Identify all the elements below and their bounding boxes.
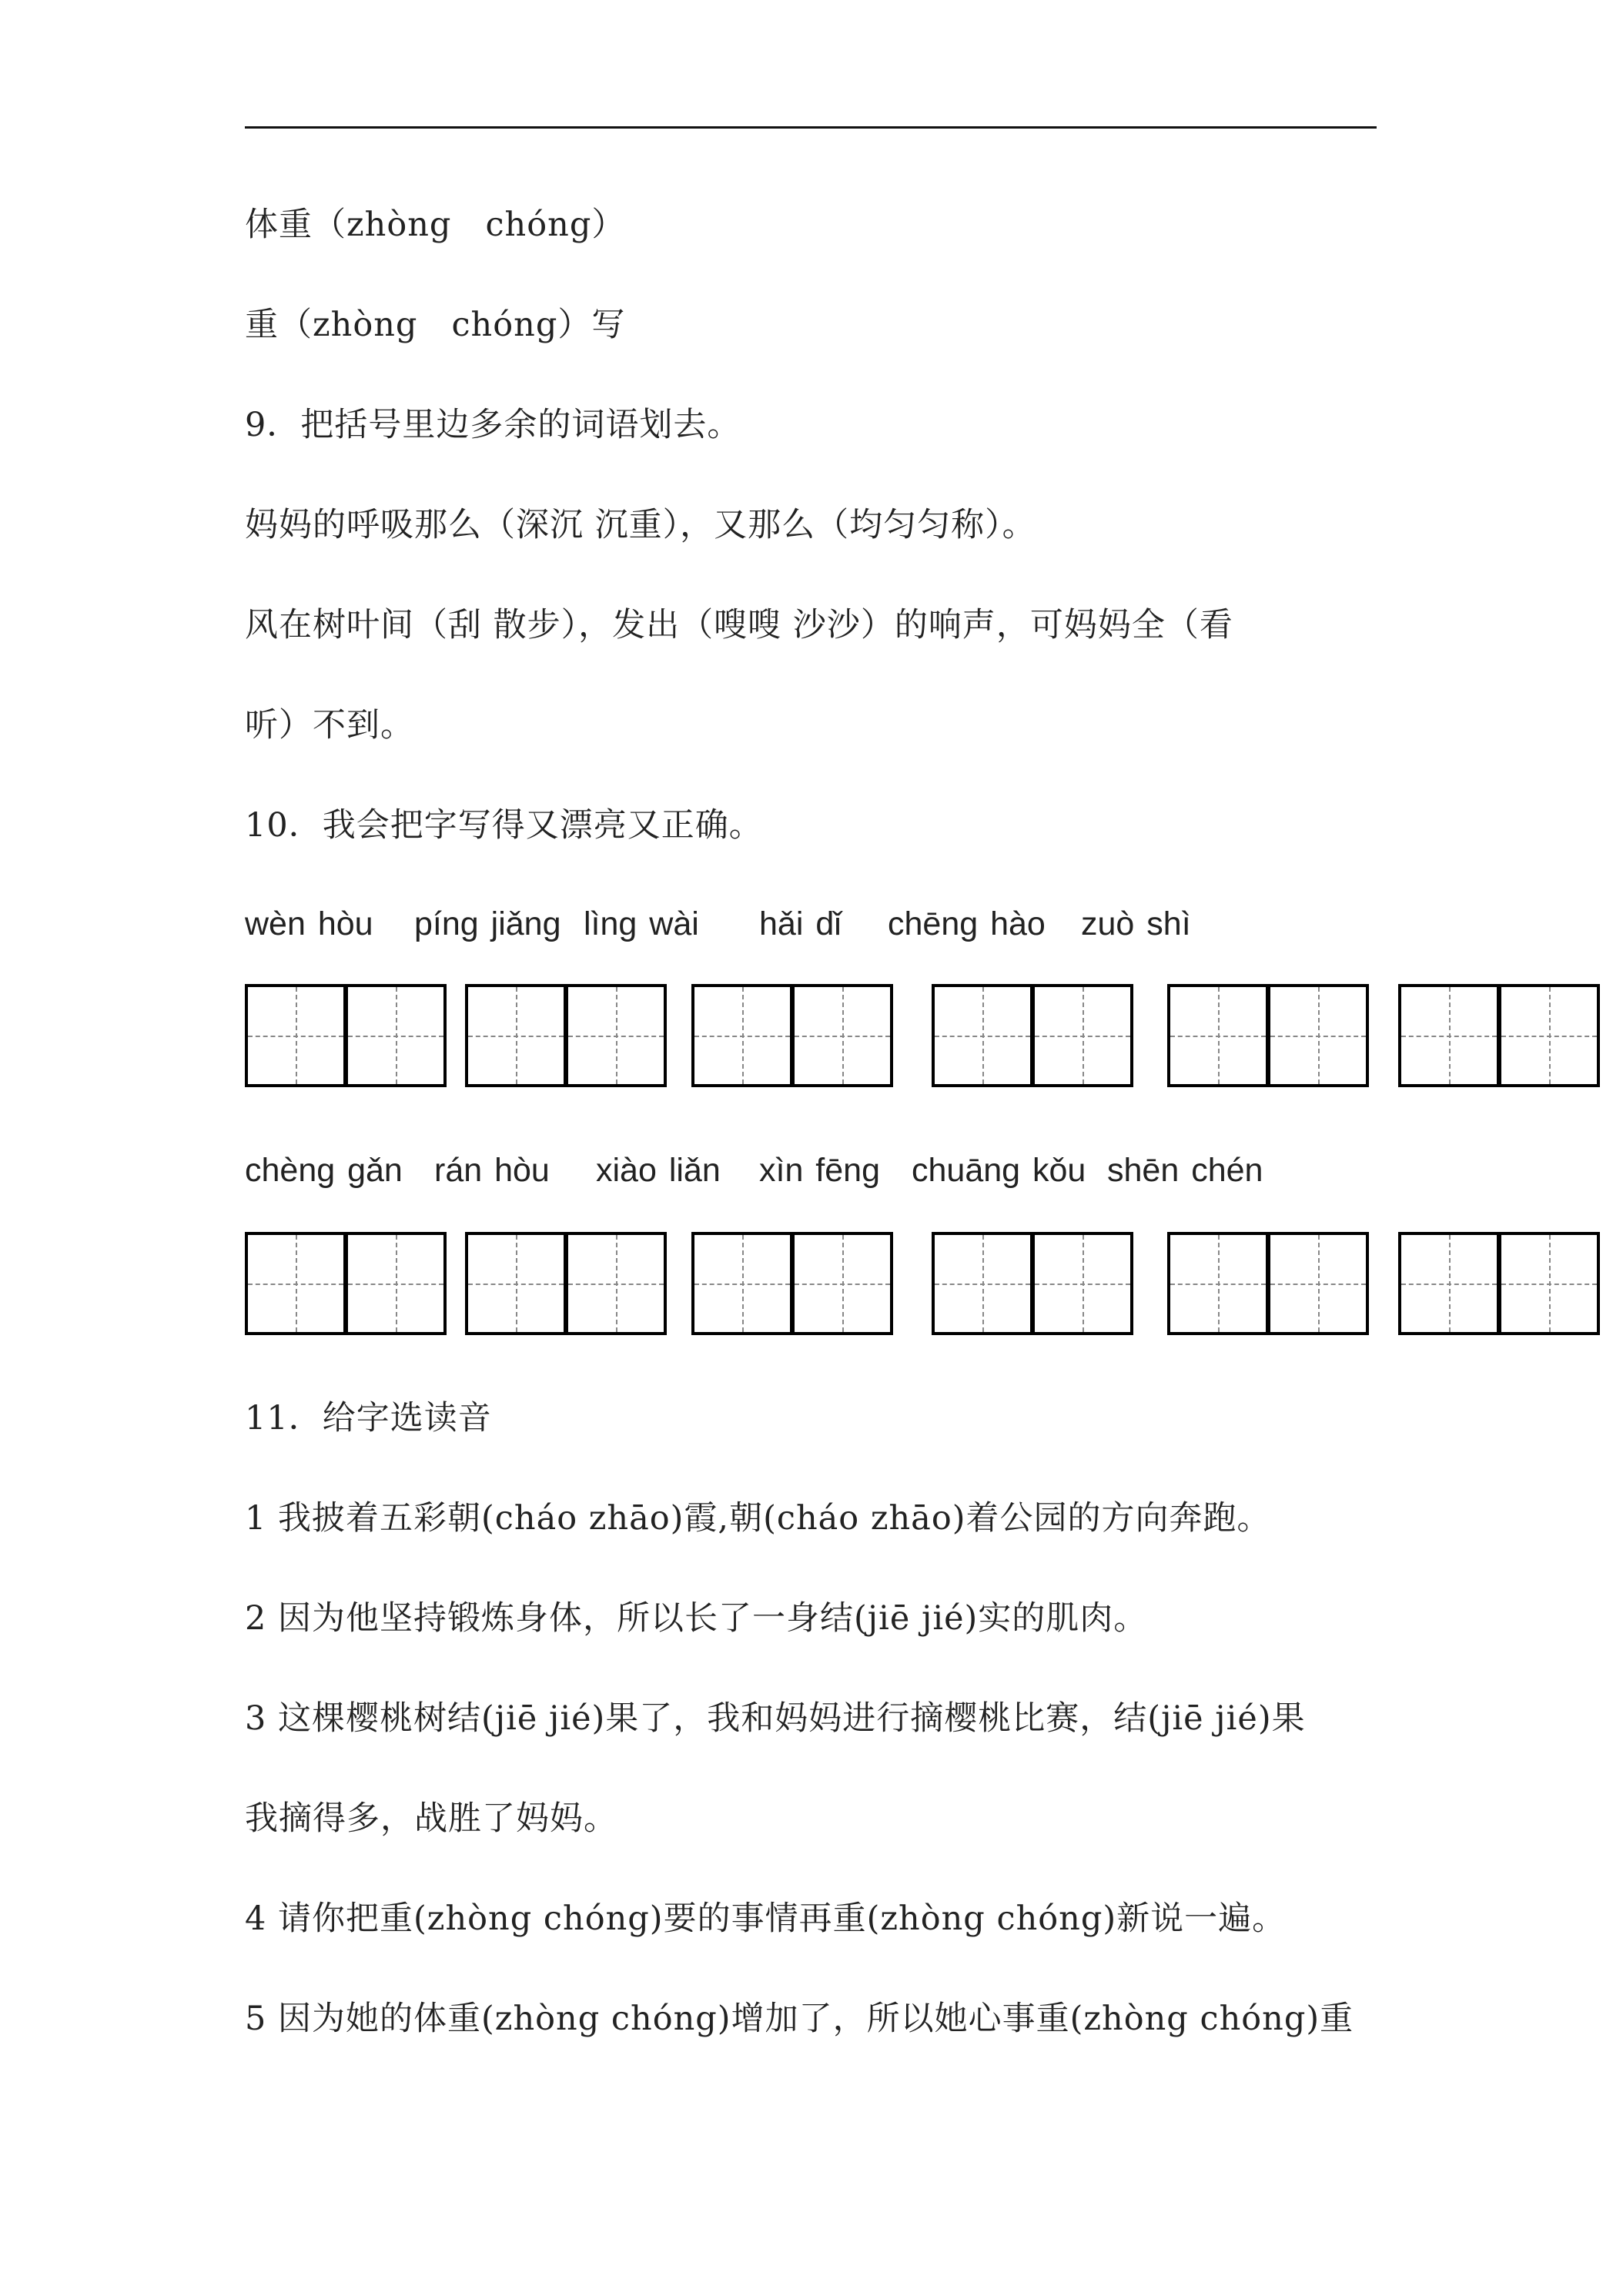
pinyin-word: shēn chén — [1107, 1152, 1263, 1189]
writing-box[interactable] — [1398, 1232, 1600, 1335]
writing-box[interactable] — [691, 984, 893, 1087]
pinyin-word: lìng wài — [584, 905, 699, 942]
text-line: 风在树叶间（刮 散步），发出（嗖嗖 沙沙）的响声，可妈妈全（看 — [245, 606, 1233, 644]
writing-box[interactable] — [465, 984, 667, 1087]
writing-box[interactable] — [932, 984, 1133, 1087]
q11-item: 5 因为她的体重(zhòng chóng)增加了，所以她心事重(zhòng chóng)重 — [245, 2000, 1354, 2038]
writing-box[interactable] — [932, 1232, 1133, 1335]
pinyin-word: wèn hòu — [245, 905, 373, 942]
q11-item: 3 这棵樱桃树结(jiē jié)果了，我和妈妈进行摘樱桃比赛，结(jiē jié)果 — [245, 1699, 1306, 1738]
q11-item: 2 因为他坚持锻炼身体，所以长了一身结(jiē jié)实的肌肉。 — [245, 1599, 1148, 1638]
pinyin-word: chēng hào — [888, 905, 1046, 942]
q11-item: 1 我披着五彩朝(cháo zhāo)霞,朝(cháo zhāo)着公园的方向奔跑。 — [245, 1499, 1271, 1538]
pinyin-word: chuāng kǒu — [912, 1152, 1086, 1189]
header-rule — [245, 126, 1377, 129]
writing-box[interactable] — [691, 1232, 893, 1335]
writing-box[interactable] — [465, 1232, 667, 1335]
writing-box[interactable] — [245, 984, 447, 1087]
writing-box[interactable] — [1167, 984, 1369, 1087]
writing-box[interactable] — [1167, 1232, 1369, 1335]
pinyin-word: xiào liǎn — [596, 1152, 721, 1189]
pinyin-word: xìn fēng — [759, 1152, 880, 1189]
writing-box[interactable] — [245, 1232, 447, 1335]
pinyin-word: píng jiǎng — [414, 905, 561, 942]
question-9-title: 9．把括号里边多余的词语划去。 — [245, 406, 741, 444]
pinyin-word: zuò shì — [1081, 905, 1191, 942]
pinyin-word: chèng gǎn — [245, 1152, 403, 1189]
q11-item-continued: 我摘得多，战胜了妈妈。 — [245, 1799, 617, 1838]
pinyin-word: rán hòu — [434, 1152, 550, 1189]
pinyin-word: hǎi dǐ — [759, 905, 842, 942]
writing-grid-row-2 — [245, 1232, 1623, 1340]
q11-item: 4 请你把重(zhòng chóng)要的事情再重(zhòng chóng)新说一遍。 — [245, 1899, 1287, 1938]
text-line: 重（zhòng chóng）写 — [245, 306, 626, 344]
question-10-title: 10．我会把字写得又漂亮又正确。 — [245, 806, 763, 845]
text-line: 妈妈的呼吸那么（深沉 沉重），又那么（均匀匀称）。 — [245, 506, 1036, 544]
writing-box[interactable] — [1398, 984, 1600, 1087]
question-11-title: 11．给字选读音 — [245, 1399, 492, 1438]
text-line: 听）不到。 — [245, 706, 414, 745]
writing-grid-row-1 — [245, 984, 1623, 1092]
text-line: 体重（zhòng chóng） — [245, 206, 626, 244]
